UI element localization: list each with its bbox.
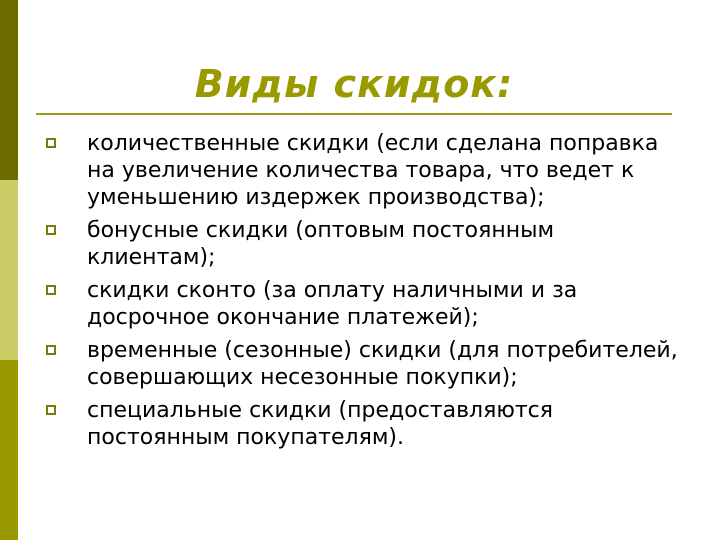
side-bar-top [0, 0, 18, 180]
hollow-square-bullet-icon [46, 285, 56, 295]
bullet-list [40, 130, 680, 457]
side-bar-middle [0, 180, 18, 360]
bullet-text: скидки сконто (за оплату наличными и за досрочное окончание платежей); [87, 278, 578, 330]
hollow-square-bullet-icon [46, 225, 56, 235]
bullet-text: специальные скидки (предоставляются постоянным покупателям). [87, 398, 554, 450]
bullet-text: временные (сезонные) скидки (для потребителей, совершающих несезонные покупки); [87, 338, 678, 390]
hollow-square-bullet-icon [46, 138, 56, 148]
side-bar-bottom [0, 360, 18, 540]
list-item [40, 277, 680, 331]
hollow-square-bullet-icon [46, 345, 56, 355]
bullet-text: количественные скидки (если сделана поправка на увеличение количества товара, что ведет к уменьшению издержек производства); [87, 131, 659, 210]
list-item [40, 217, 680, 271]
hollow-square-bullet-icon [46, 405, 56, 415]
list-item [40, 130, 680, 211]
slide-title: Виды скидок: [194, 62, 514, 106]
list-item [40, 397, 680, 451]
bullet-text: бонусные скидки (оптовым постоянным клиентам); [87, 218, 555, 270]
title-divider [36, 113, 672, 115]
list-item [40, 337, 680, 391]
